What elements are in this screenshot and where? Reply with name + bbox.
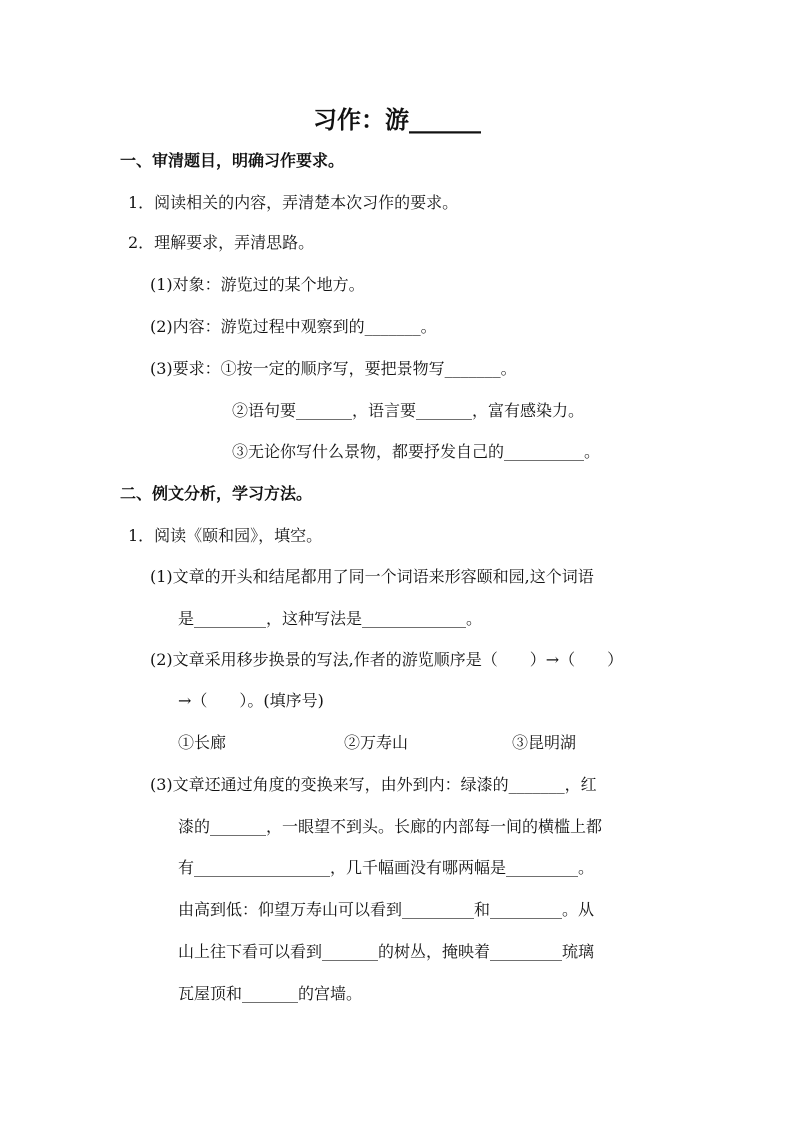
question-3-line-6: 瓦屋顶和_______的宫墙。 — [178, 984, 363, 1003]
question-1-line-1: (1)文章的开头和结尾都用了同一个词语来形容颐和园,这个词语 — [150, 567, 594, 586]
section-2-item-1: 1．阅读《颐和园》，填空。 — [128, 526, 323, 545]
question-2-line-1: (2)文章采用移步换景的写法,作者的游览顺序是（ ）→（ ） — [150, 650, 624, 669]
question-3-line-5: 山上往下看可以看到_______的树丛，掩映着_________琉璃 — [178, 942, 595, 961]
option-3: ③昆明湖 — [512, 733, 577, 752]
question-3-line-2: 漆的_______，一眼望不到头。长廊的内部每一间的横槛上都 — [178, 817, 603, 836]
section-1-sub-3b: ②语句要_______，语言要_______，富有感染力。 — [232, 401, 585, 420]
section-2-heading: 二、例文分析，学习方法。 — [120, 484, 313, 503]
section-1-sub-1: (1)对象：游览过的某个地方。 — [150, 275, 365, 294]
option-1: ①长廊 — [178, 733, 227, 752]
question-2-line-2: →（ ）。(填序号) — [178, 691, 324, 710]
section-1-item-1: 1．阅读相关的内容，弄清楚本次习作的要求。 — [128, 193, 459, 212]
option-2: ②万寿山 — [344, 733, 409, 752]
section-1-heading: 一、审清题目，明确习作要求。 — [120, 151, 345, 170]
question-3-line-3: 有_________________，几千幅画没有哪两幅是_________。 — [178, 858, 595, 877]
section-1-item-2: 2．理解要求，弄清思路。 — [128, 233, 315, 252]
section-1-sub-2: (2)内容：游览过程中观察到的_______。 — [150, 317, 437, 336]
section-1-sub-3c: ③无论你写什么景物，都要抒发自己的__________。 — [232, 442, 601, 461]
section-1-sub-3a: (3)要求：①按一定的顺序写，要把景物写_______。 — [150, 359, 517, 378]
question-3-line-1: (3)文章还通过角度的变换来写，由外到内：绿漆的_______，红 — [150, 775, 597, 794]
question-1-line-2: 是_________，这种写法是_____________。 — [178, 609, 483, 628]
question-3-line-4: 由高到低：仰望万寿山可以看到_________和_________。从 — [178, 900, 595, 919]
page-title: 习作：游______ — [313, 106, 481, 134]
